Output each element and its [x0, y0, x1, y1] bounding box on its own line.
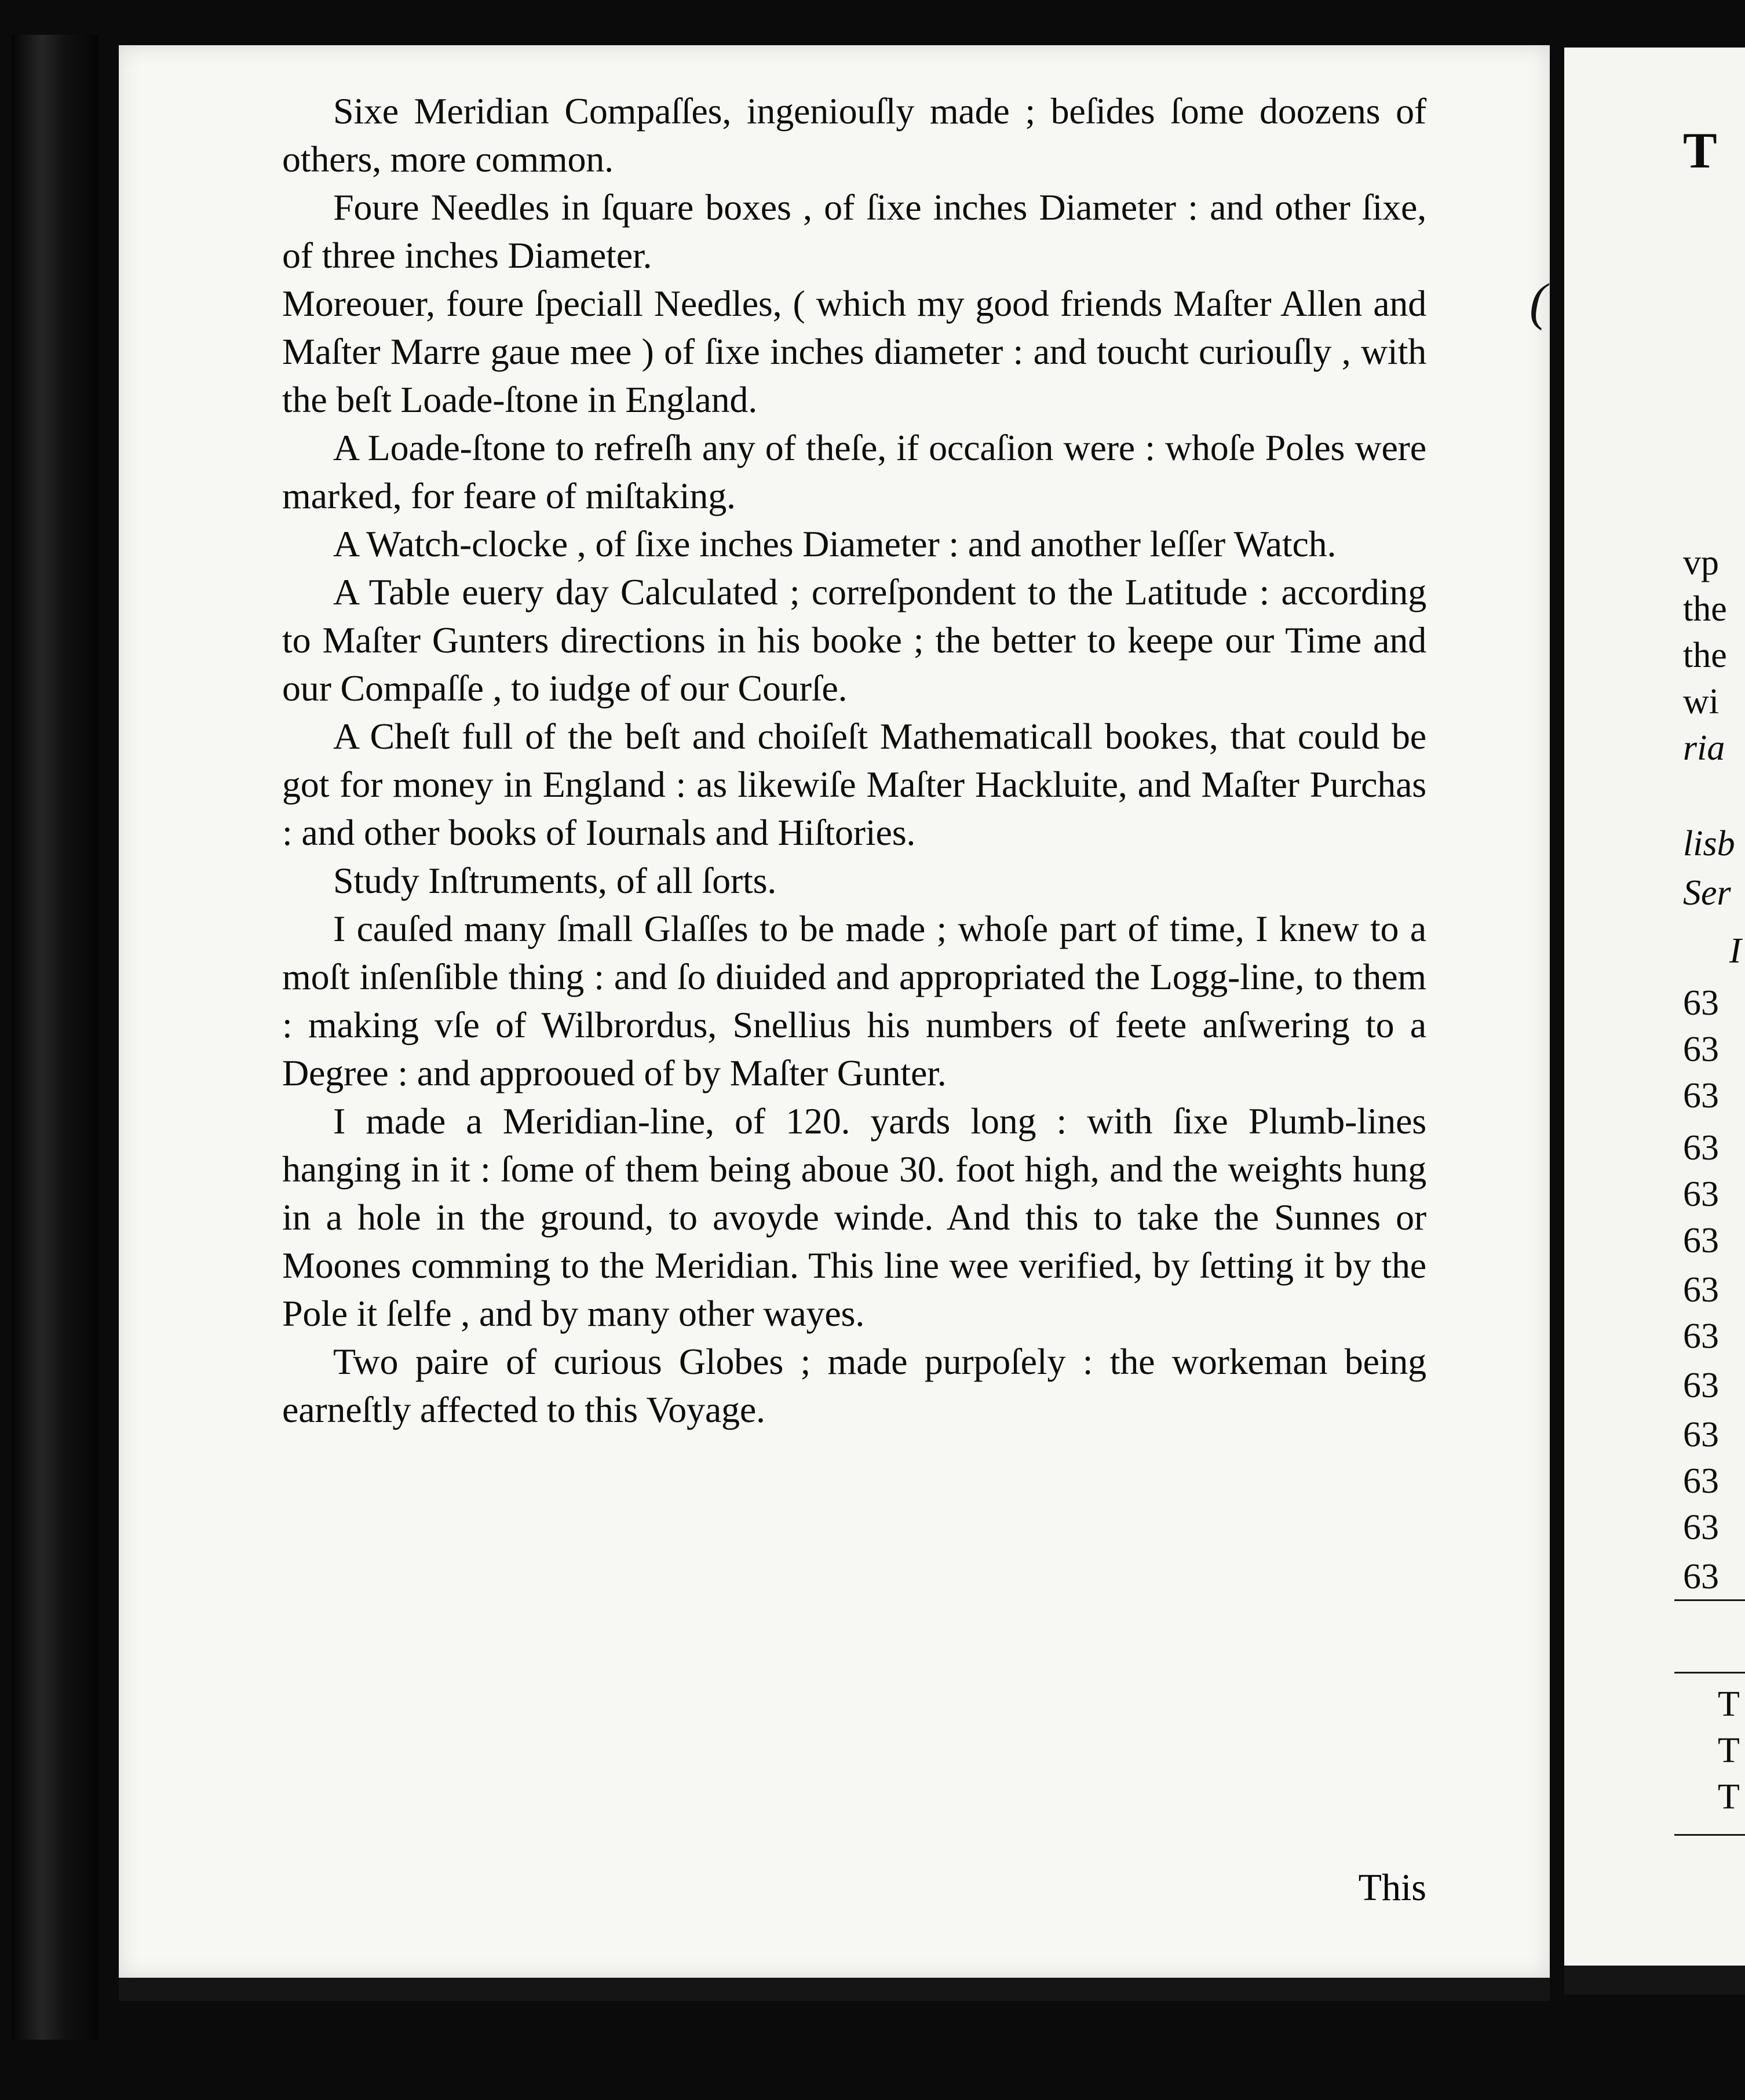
text-fragment: T — [1718, 1731, 1740, 1770]
table-number: 63 — [1683, 1557, 1719, 1596]
text-fragment: wi — [1683, 682, 1719, 721]
text-fragment: lisb — [1683, 824, 1735, 863]
right-page-header-fragment: T — [1683, 123, 1717, 179]
table-rule — [1674, 1672, 1745, 1674]
table-number: 63 — [1683, 1128, 1719, 1168]
text-fragment: the — [1683, 589, 1727, 629]
left-page-text — [282, 87, 1426, 1883]
text-fragment: vp — [1683, 543, 1719, 582]
text-fragment: T — [1718, 1685, 1740, 1724]
table-number: 63 — [1683, 1461, 1719, 1501]
table-number: 63 — [1683, 1317, 1719, 1356]
paragraph: Moreouer, foure ſpeciall Needles, ( which my good friends Maſter Allen and Maſter Marre gaue mee ) of ſixe inches diameter : and toucht curiouſly , with the beſt Loade-ſtone in England. — [282, 283, 1426, 420]
catchword: This — [1358, 1866, 1426, 1909]
table-number: 63 — [1683, 983, 1719, 1023]
table-number: 63 — [1683, 1270, 1719, 1310]
table-number: 63 — [1683, 1076, 1719, 1115]
text-fragment: the — [1683, 636, 1727, 675]
table-number: 63 — [1683, 1508, 1719, 1547]
paragraph: A Cheſt full of the beſt and choiſeſt Mathematicall bookes, that could be got for money in England : as likewiſe Maſter Hackluite, and Maſter Purchas : and other books of Iournals and Hiſtories. — [282, 716, 1426, 853]
paragraph: A Watch-clocke , of ſixe inches Diameter : and another leſſer Watch. — [333, 523, 1337, 564]
paragraph: Two paire of curious Globes ; made purpoſely : the workeman being earneſtly affected to this Voyage. — [282, 1341, 1426, 1430]
book-binding-edge — [12, 35, 98, 2040]
table-number: 63 — [1683, 1415, 1719, 1454]
paragraph: I made a Meridian-line, of 120. yards long : with ſixe Plumb-lines hanging in it : ſome of them being aboue 30. foot high, and the weights hung in a hole in the ground, to avoyde winde. And this to take the Sunnes or Moones comming to the Meridian. This line wee verified, by ſetting it by the Pole it ſelfe , and by many other wayes. — [282, 1100, 1426, 1334]
table-number: 63 — [1683, 1366, 1719, 1405]
bracket-mark: ( — [1529, 274, 1547, 331]
paragraph: A Loade-ſtone to refreſh any of theſe, if occaſion were : whoſe Poles were marked, for feare of miſtaking. — [282, 427, 1426, 516]
table-rule — [1674, 1599, 1745, 1601]
paragraph: Study Inſtruments, of all ſorts. — [333, 860, 777, 901]
text-fragment: T — [1718, 1777, 1740, 1817]
table-rule — [1674, 1834, 1745, 1836]
table-number: 63 — [1683, 1221, 1719, 1260]
table-number: 63 — [1683, 1030, 1719, 1069]
paragraph: Sixe Meridian Compaſſes, ingeniouſly made ; beſides ſome doozens of others, more common. — [282, 90, 1426, 180]
text-fragment: ria — [1683, 728, 1725, 768]
table-number: 63 — [1683, 1175, 1719, 1214]
paragraph: I cauſed many ſmall Glaſſes to be made ; whoſe part of time, I knew to a moſt inſenſible thing : and ſo diuided and appropriated the Logg-line, to them : making vſe of Wilbrordus, Snellius his numbers of feete anſwering to a Degree : and approoued of by Maſter Gunter. — [282, 908, 1426, 1093]
text-fragment: Ser — [1683, 873, 1731, 913]
table-marker: I — [1729, 931, 1742, 971]
paragraph: A Table euery day Calculated ; correſpondent to the Latitude : according to Maſter Gunters directions in his booke ; the better to keepe our Time and our Compaſſe , to iudge of our Courſe. — [282, 571, 1426, 709]
paragraph: Foure Needles in ſquare boxes , of ſixe inches Diameter : and other ſixe, of three inches Diameter. — [282, 187, 1426, 276]
